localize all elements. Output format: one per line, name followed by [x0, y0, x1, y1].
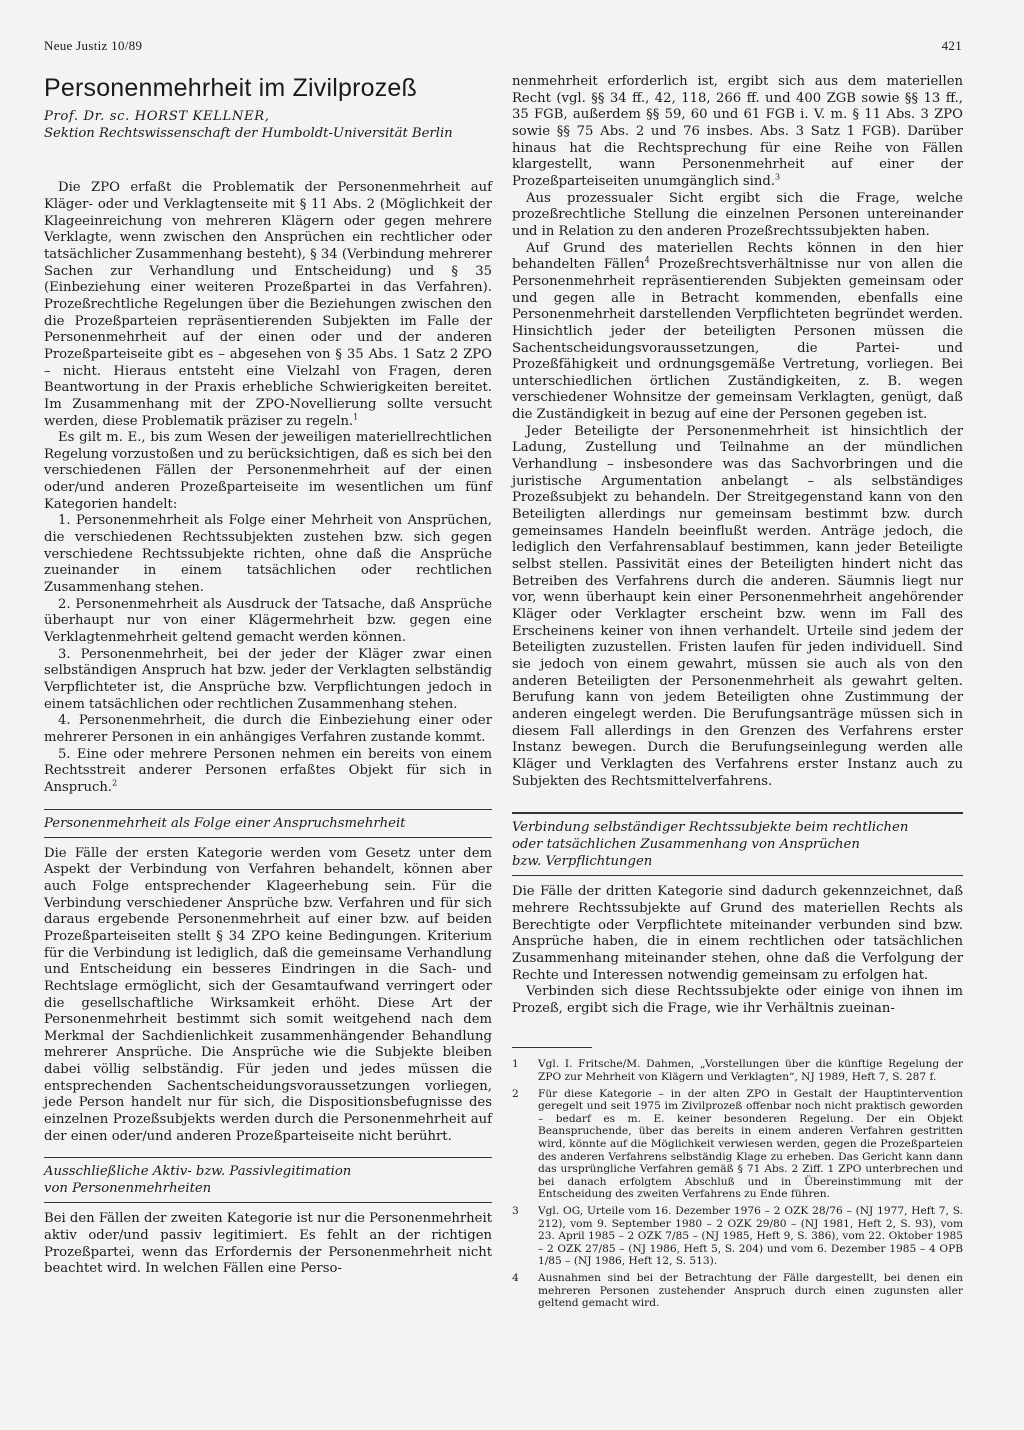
right-paragraph-2: Aus prozessualer Sicht ergibt sich die Frage, welche prozeßrechtliche Stellung die einzelnen Personen untereinander und in Relation zu den anderen Prozeßrechtssubjekten haben. [512, 190, 963, 239]
right-paragraph-3a: Auf Grund des materiellen Rechts können in den hier behandelten Fällen [512, 240, 963, 273]
category-2: 2. Personenmehrheit als Ausdruck der Tatsache, daß Ansprüche überhaupt nur von einer Klägermehrheit bzw. gegen eine Verklagtenmehrheit geltend gemacht werden können. [44, 596, 492, 646]
section-heading-3-line1: Verbindung selbständiger Rechtssubjekte beim rechtlichen [512, 820, 909, 836]
footnote-ref-1[interactable]: 1 [353, 412, 359, 422]
intro-paragraph-1 [44, 180, 492, 430]
footnote-ref-4[interactable]: 4 [644, 255, 650, 265]
right-paragraph-3 [512, 241, 963, 424]
footnote-ref-3[interactable]: 3 [775, 172, 781, 182]
section-2-text: Bei den Fällen der zweiten Kategorie ist nur die Personenmehrheit aktiv oder/und passiv legitimiert. Es fehlt an der richtigen Prozeßpartei, wenn das Erfordernis der Personenmehrheit nicht beachtet wird. In welchen Fällen eine Perso- [44, 1211, 492, 1277]
footnote-3 [512, 1205, 963, 1268]
footnote-number: 3 [512, 1205, 519, 1217]
category-4: 4. Personenmehrheit, die durch die Einbeziehung einer oder mehrerer Personen in ein anhängiges Verfahren zustande kommt. [44, 713, 492, 745]
section-heading-2 [44, 1157, 492, 1203]
footnote-2 [512, 1088, 963, 1201]
footnote-text: Für diese Kategorie – in der alten ZPO in Gestalt der Hauptintervention geregelt und seit 1975 im Zivilprozeß offenbar noch nicht praktisch geworden – bedarf es m. E. keiner besonderen Regelung. Der ein Objekt Beanspruchende, über das bereits in einem anderen Verfahren gestritten wird, könnte auf die Möglichkeit verwiesen werden, gegen die Prozeßparteien des anderen Verfahrens selbständig Klage zu erheben. Das Gericht kann dann das ursprüngliche Verfahren gemäß § 71 Abs. 2 Ziff. 1 ZPO unterbrechen und bei danach erfolgtem Abschluß und in Übereinstimmung mit der Entscheidung des zweiten Verfahrens zu Ende führen. [538, 1087, 963, 1201]
author-affiliation: Sektion Rechtswissenschaft der Humboldt-Universität Berlin [44, 125, 453, 141]
intro-paragraph-2: Es gilt m. E., bis zum Wesen der jeweiligen materiellrechtlichen Regelung vorzustoßen und zu berücksichtigen, daß es sich bei den verschiedenen Fällen der Personenmehrheit auf der einen oder/und anderen Prozeßparteiseite im wesentlichen um fünf Kategorien handelt: [44, 430, 492, 512]
footnote-text: Vgl. OG, Urteile vom 16. Dezember 1976 – 2 OZK 28/76 – (NJ 1977, Heft 7, S. 212), vom 9. September 1980 – 2 OZK 29/80 – (NJ 1981, Heft 2, S. 93), vom 23. April 1985 – 2 OZK 7/85 – (NJ 1985, Heft 9, S. 386), vom 22. Oktober 1985 – 2 OZK 27/85 – (NJ 1986, Heft 5, S. 204) und vom 6. Dezember 1985 – 4 OPB 1/85 – (NJ 1986, Heft 12, S. 513). [538, 1205, 963, 1268]
section-1-text: Die Fälle der ersten Kategorie werden vom Gesetz unter dem Aspekt der Verbindung von Verfahren behandelt, können aber auch Folge entsprechender Klageerhebung sein. Für die Verbindung verschiedener Ansprüche bzw. Verfahren und für sich daraus ergebende Personenmehrheit auf einer bzw. auf beiden Prozeßparteiseiten stellt § 34 ZPO keine Bedingungen. Kriterium für die Verbindung ist lediglich, daß die gemeinsame Verhandlung und Entscheidung ein besseres Eindringen in die Sach- und Rechtslage ermöglicht, sich der Gesamtaufwand verringert oder die gesellschaftliche Wirksamkeit erhöht. Diese Art der Personenmehrheit bestimmt sich somit weitgehend nach dem Merkmal der Sachdienlichkeit zusammenhängender Behandlung mehrerer Ansprüche. Die Ansprüche wie die Subjekte bleiben dabei völlig selbständig. Für jeden und jedes müssen die entsprechenden Sachentscheidungsvoraussetzungen vorliegen, jede Person handelt nur für sich, die Dispositionsbefugnisse des einzelnen Prozeßsubjekts werden durch die Personenmehrheit auf der einen oder/und anderen Prozeßparteiseite nicht berührt. [44, 845, 492, 1144]
footnote-number: 2 [512, 1087, 519, 1100]
section-heading-3-line3: bzw. Verpflichtungen [512, 854, 653, 870]
footnote-number: 1 [512, 1058, 519, 1071]
footnotes [512, 1058, 963, 1309]
section-heading-3-line2: oder tatsächlichen Zusammenhang von Ansprüchen [512, 837, 860, 853]
section-3-text-2: Verbinden sich diese Rechtssubjekte oder einige von ihnen im Prozeß, ergibt sich die Frage, wie ihr Verhältnis zueinan- [512, 984, 963, 1016]
left-column [44, 68, 492, 1278]
section-3-text: Die Fälle der dritten Kategorie sind dadurch gekennzeichnet, daß mehrere Rechtssubjekte auf Grund des materiellen Rechts als Berechtigte oder Verpflichtete miteinander verbunden sind bzw. Ansprüche haben, die in einem rechtlichen oder tatsächlichen Zusammenhang miteinander stehen, ohne daß die Verfolgung der Rechte und Interessen notwendig gemeinsam zu erfolgen hat. [512, 884, 963, 983]
footnote-ref-2[interactable]: 2 [112, 778, 118, 788]
right-column [512, 74, 963, 1314]
category-5-text: 5. Eine oder mehrere Personen nehmen ein bereits von einem Rechtsstreit anderer Personen erfaßtes Objekt für sich in Anspruch. [44, 746, 492, 795]
footnote-number: 4 [512, 1271, 519, 1284]
intro-paragraph-1-text: Die ZPO erfaßt die Problematik der Personenmehrheit auf Kläger- oder und Verklagtenseite mit § 11 Abs. 2 (Möglichkeit der Klageeinreichung von mehreren Klägern oder gegen mehrere Verklagte, wenn zwischen den Ansprüchen ein rechtlicher oder tatsächlicher Zusammenhang besteht), § 34 (Verbindung mehrerer Sachen zur Verhandlung und Entscheidung) und § 35 (Einbeziehung einer weiteren Prozeßpartei in das Verfahren). Prozeßrechtliche Regelungen über die Beziehungen zwischen den die Prozeßparteien repräsentierenden Subjekten im Falle der Personenmehrheit auf der einen oder und der anderen Prozeßparteiseite gibt es – abgesehen von § 35 Abs. 1 Satz 2 ZPO – nicht. Hieraus entsteht eine Vielzahl von Fragen, deren Beantwortung in der Praxis erhebliche Schwierigkeiten bereitet. Im Zusammenhang mit der ZPO-Novellierung sollte versucht werden, diese Problematik präziser zu regeln. [44, 180, 492, 429]
page-number: 421 [941, 38, 962, 53]
right-paragraph-4: Jeder Beteiligte der Personenmehrheit ist hinsichtlich der Ladung, Zustellung und Teilnahme an der mündlichen Verhandlung – insbesondere was das Sachvorbringen und die juristische Argumentation anbelangt – als selbständiges Prozeßsubjekt zu behandeln. Der Streitgegenstand kann von den Beteiligten allerdings nur gemeinsam bestimmt bzw. durch gemeinsames Handeln beeinflußt werden. Anträge jedoch, die lediglich den Verfahrensablauf bestimmen, kann jeder Beteiligte selbst stellen. Passivität eines der Beteiligten hindert nicht das Betreiben des Verfahrens durch die anderen. Säumnis liegt nur vor, wenn überhaupt kein einer Personenmehrheit angehörender Kläger oder Verklagter erscheint bzw. wenn im Fall des Erscheinens keiner von ihnen verhandelt. Urteile sind jedem der Beteiligten zuzustellen. Fristen laufen für jeden individuell. Sind sie jedoch von einem gewahrt, müssen sie auch als von den anderen Beteiligten der Personenmehrheit als gewahrt gelten. Berufung kann von jedem Beteiligten ohne Zustimmung der anderen eingelegt werden. Die Berufungsanträge müssen sich in diesem Fall allerdings in den Grenzen des Verfahrens erster Instanz bewegen. Durch die Berufungseinlegung werden alle Kläger und Verklagten des Verfahrens erster Instanz auch zu Subjekten des Rechtsmittelverfahrens. [512, 423, 963, 789]
right-paragraph-1 [512, 74, 963, 191]
section-heading-2-line2: von Personenmehrheiten [44, 1181, 212, 1197]
section-heading-2-line1: Ausschließliche Aktiv- bzw. Passivlegitimation [44, 1164, 352, 1180]
section-heading-1: Personenmehrheit als Folge einer Anspruchsmehrheit [44, 809, 492, 838]
running-header-journal: Neue Justiz 10/89 [44, 38, 143, 53]
category-1: 1. Personenmehrheit als Folge einer Mehrheit von Ansprüchen, die verschiedenen Rechtssubjekten zustehen bzw. sich gegen verschiedene Rechtssubjekte richten, ohne daß die Ansprüche zueinander in einem tatsächlichen oder rechtlichen Zusammenhang stehen. [44, 513, 492, 596]
footnote-text: Vgl. I. Fritsche/M. Dahmen, „Vorstellungen über die künftige Regelung der ZPO zur Mehrheit von Klägern und Verklagten“, NJ 1989, Heft 7, S. 287 f. [538, 1058, 963, 1084]
footnote-4 [512, 1272, 963, 1310]
section-heading-3 [512, 813, 963, 876]
category-3: 3. Personenmehrheit, bei der jeder der Kläger zwar einen selbständigen Anspruch hat bzw. jeder der Verklagten selbständig Verpflichteter ist, die Ansprüche bzw. Verpflichtungen jedoch in einem tatsächlichen oder rechtlichen Zusammenhang stehen. [44, 646, 492, 712]
footnote-rule [512, 1047, 592, 1048]
category-5 [44, 747, 492, 797]
footnote-1 [512, 1058, 963, 1083]
right-paragraph-3b: Prozeßrechtsverhältnisse nur von allen die Personenmehrheit repräsentierenden Subjekten gemeinsam oder und gegen alle in Betracht kommenden, ebenfalls eine Personenmehrheit darstellenden Verpflichteten begründet werden. Hinsichtlich jeder der beteiligten Personen müssen die Sachentscheidungsvoraussetzungen, die Partei- und Prozeßfähigkeit und ordnungsgemäße Vertretung, vorliegen. Bei unterschiedlichen örtlichen Zuständigkeiten, z. B. wegen verschiedener Wohnsitze der gemeinsam Verklagten, genügt, daß die Zuständigkeit in bezug auf eine der Personen gegeben ist. [512, 257, 963, 423]
author-block [44, 109, 492, 142]
article-title: Personenmehrheit im Zivilprozeß [44, 74, 417, 102]
footnote-text: Ausnahmen sind bei der Betrachtung der Fälle dargestellt, bei denen ein mehreren Personen zustehender Anspruch durch einen zugunsten aller geltend gemacht wird. [538, 1271, 963, 1310]
author-name: Prof. Dr. sc. HORST KELLNER, [44, 109, 270, 124]
right-paragraph-1-text: nenmehrheit erforderlich ist, ergibt sich aus dem materiellen Recht (vgl. §§ 34 ff., 42, 118, 266 ff. und 400 ZGB sowie §§ 13 ff., 35 FGB, außerdem §§ 59, 60 und 61 FGB i. V. m. § 11 Abs. 3 ZPO sowie §§ 75 Abs. 2 und 76 insbes. Abs. 3 Satz 1 FGB). Darüber hinaus hat die Rechtsprechung für eine Reihe von Fällen klargestellt, wann Personenmehrheit auf einer der Prozeßparteiseiten unumgänglich sind. [512, 74, 963, 189]
